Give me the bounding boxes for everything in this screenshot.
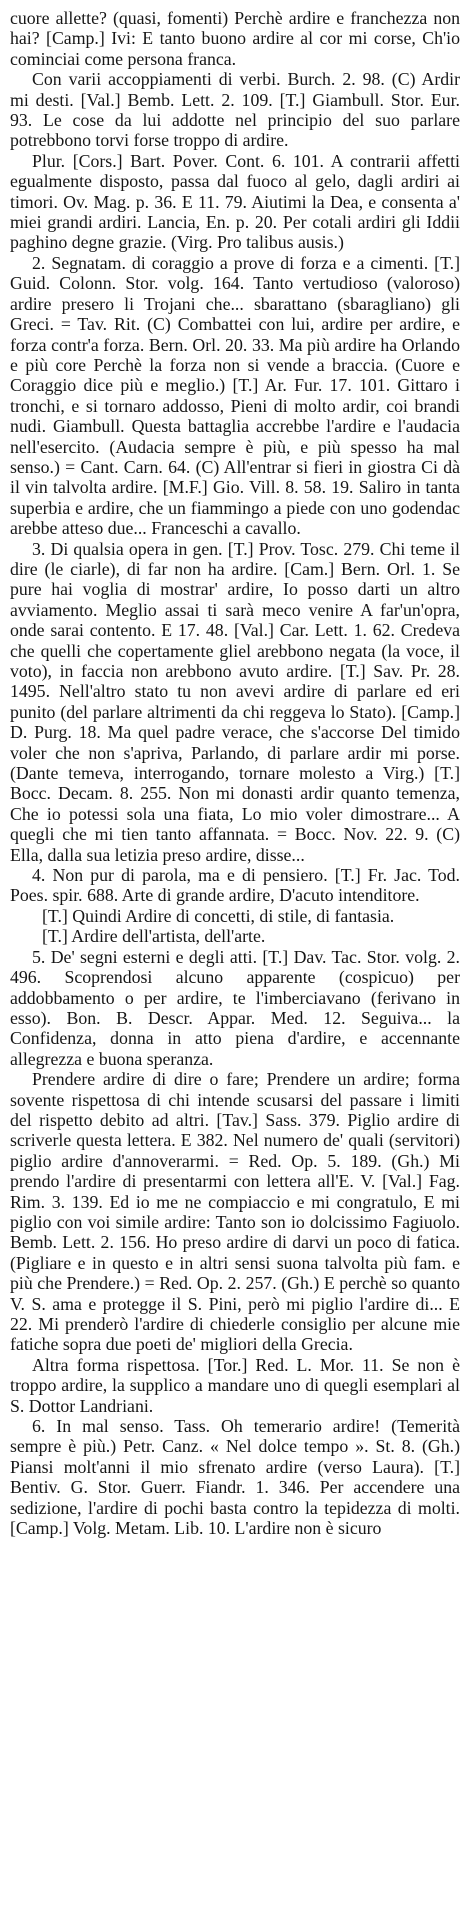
respectful-form-paragraph: Altra forma rispettosa. [Tor.] Red. L. Mor. 11. Se non è troppo ardire, la supplico a mandare uno di quegli esemplari al S. Dottor Landriani.: [10, 1354, 460, 1416]
sense-verbal-combinations-paragraph: Con varii accoppiamenti di verbi. Burch. 2. 98. (C) Ardir mi desti. [Val.] Bemb. Lett. 2. 109. [T.] Giambull. Stor. Eur. 93. Le cose da lui addotte nel principio del suo parlare potrebbono torvi forse troppo di ardire.: [10, 69, 460, 151]
sense-plural-paragraph: Plur. [Cors.] Bart. Pover. Cont. 6. 101. A contrarii affetti egualmente disposto, passa dal fuoco al gelo, dagli ardiri ai timori. Ov. Mag. p. 36. E 11. 79. Aiutimi la Dea, e consenta a' miei grandi ardiri. Lancia, En. p. 20. Per cotali ardiri gli Iddii paghino degne grazie. (Virg. Pro talibus ausis.): [10, 150, 460, 253]
sense-2-courage-paragraph: 2. Segnatam. di coraggio a prove di forza e a cimenti. [T.] Guid. Colonn. Stor. volg. 164. Tanto vertudioso (valoroso) ardire presero li Trojani che... sbarattano (sbaragliano) gli Greci. = Tav. Rit. (C) Combattei con lui, ardire per ardire, e forza contr'a forza. Bern. Orl. 20. 33. Ma più ardire ha Orlando e più core Perchè la forza non si vende a braccia. (Cuore e Coraggio dice più e meglio.) [T.] Ar. Fur. 17. 101. Gittaro i tronchi, e si tornaro addosso, Pieni di molto ardir, coi brandi nudi. Giambull. Questa battaglia accrebbe l'ardire e l'audacia nell'esercito. (Audacia sempre è più, e più spesso ha mal senso.) = Cant. Carn. 64. (C) All'entrar si fieri in giostra Ci dà il vin talvolta ardire. [M.F.] Gio. Vill. 8. 58. 19. Saliro in tanta superbia e ardire, che un fiammingo a piede con uno godendac arebbe atteso due... Franceschi a cavallo.: [10, 252, 460, 539]
sense-5-external-signs-paragraph: 5. De' segni esterni e degli atti. [T.] Dav. Tac. Stor. volg. 2. 496. Scoprendosi alcuno apparente (cospicuo) per addobbamento o per ardire, te l'imberciavano (ferivano in esso). Bon. B. Descr. Appar. Med. 12. Seguiva... la Confidenza, donna in atto piena d'ardire, e accennante allegrezza e buona speranza.: [10, 946, 460, 1069]
sense-6-bad-sense-paragraph: 6. In mal senso. Tass. Oh temerario ardire! (Temerità sempre è più.) Petr. Canz. « Nel dolce tempo ». St. 8. (Gh.) Piansi molt'anni il mio sfrenato ardire (verso Laura). [T.] Bentiv. G. Stor. Guerr. Fiandr. 1. 346. Per accendere una sedizione, l'ardire di pochi basta contro la tepidezza di molti. [Camp.] Volg. Metam. Lib. 10. L'ardire non è sicuro: [10, 1416, 460, 1539]
sense-4-word-thought-paragraph: 4. Non pur di parola, ma e di pensiero. [T.] Fr. Jac. Tod. Poes. spir. 688. Arte di grande ardire, D'acuto intenditore.: [10, 865, 460, 906]
sense-3-any-work-paragraph: 3. Di qualsia opera in gen. [T.] Prov. Tosc. 279. Chi teme il dire (le ciarle), di far non ha ardire. [Cam.] Bern. Orl. 1. Se pure hai voglia di mostrar' ardire, Io posso darti un altro avviamento. Meglio assai ti sarà meco venire A far'un'opra, onde sarai contento. E 17. 48. [Val.] Car. Lett. 1. 62. Credeva che quelli che copertamente gliel arebbono negata (la voce, il voto), in faccia non arebbono avuto ardire. [T.] Sav. Pr. 28. 1495. Nell'altro stato tu non avevi ardire di parlare ed eri punito (del parlare altrimenti da chi reggeva lo Stato). [Camp.] D. Purg. 18. Ma quel padre verace, che s'accorse Del timido voler che non s'apriva, Parlando, di parlare ardir mi porse. (Dante temeva, interrogando, tornare molesto a Virg.) [T.] Bocc. Decam. 8. 255. Non mi donasti ardir quanto temenza, Che io potessi sola una fiata, Lo mio voler dimostrare... A quegli che mi tien tanto affannata. = Bocc. Nov. 22. 9. (C) Ella, dalla sua letizia preso ardire, disse...: [10, 538, 460, 865]
prendere-ardire-paragraph: Prendere ardire di dire o fare; Prendere un ardire; forma sovente rispettosa di chi intende scusarsi del passare i limiti del rispetto debito ad altri. [Tav.] Sass. 379. Piglio ardire di scriverle questa lettera. E 382. Nel numero de' quali (servitori) piglio ardire d'annoverarmi. = Red. Op. 5. 189. (Gh.) Mi prendo l'ardire di presentarmi con lettera all'E. V. [Val.] Fag. Rim. 3. 139. Ed io me ne compiaccio e mi congratulo, E mi piglio con voi simile ardire: Tanto son io dolcissimo Fagiuolo. Bemb. Lett. 2. 156. Ho preso ardire di darvi un poco di fatica. (Pigliare e in questo e in altri sensi suona talvolta più fam. e più che Prendere.) = Red. Op. 2. 257. (Gh.) E perchè so quanto V. S. ama e protegge il S. Pini, però mi piglio l'ardire di... E 22. Mi prenderò l'ardire di chiederle consiglio per alcune mie fatiche sopra due poeti de' migliori della Grecia.: [10, 1069, 460, 1355]
entry-continuation-paragraph: cuore allette? (quasi, fomenti) Perchè ardire e franchezza non hai? [Camp.] Ivi: E tanto buono ardire al cor mi corse, Ch'io cominciai come persona franca.: [10, 8, 460, 69]
sense-4-concepts-style-paragraph: [T.] Quindi Ardire di concetti, di stile, di fantasia.: [42, 905, 395, 926]
sense-4-artist-paragraph: [T.] Ardire dell'artista, dell'arte.: [42, 926, 266, 947]
